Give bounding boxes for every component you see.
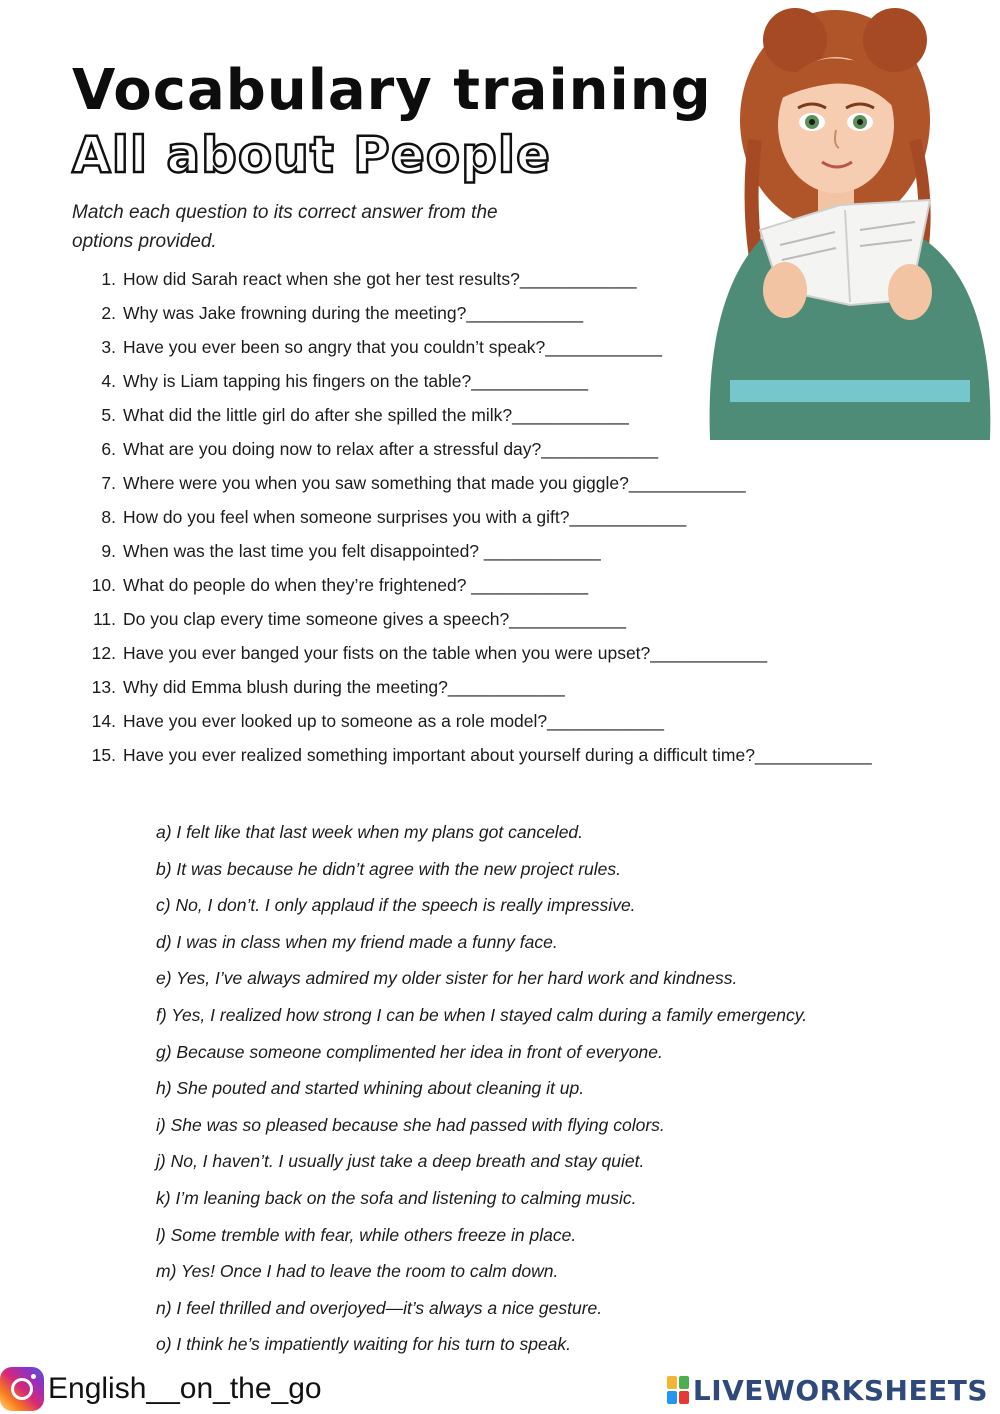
- question-text: Have you ever banged your fists on the table when you were upset?____________: [123, 643, 768, 663]
- answer-option: a) I felt like that last week when my plans got canceled.: [156, 822, 584, 842]
- question-number: 5.: [101, 405, 116, 425]
- answer-list: [156, 814, 807, 1363]
- answer-option: c) No, I don’t. I only applaud if the speech is really impressive.: [156, 895, 636, 916]
- question-number: 2.: [101, 303, 116, 323]
- answer-option: j) No, I haven’t. I usually just take a deep breath and stay quiet.: [156, 1151, 645, 1172]
- footer-instagram[interactable]: [0, 1366, 322, 1412]
- question-number: 13.: [91, 677, 116, 697]
- answer-option: h) She pouted and started whining about cleaning it up.: [156, 1078, 585, 1099]
- question-number: 11.: [92, 609, 116, 629]
- question-text: What did the little girl do after she spilled the milk?____________: [123, 405, 629, 425]
- question-text: What are you doing now to relax after a stressful day?____________: [123, 439, 659, 459]
- question-number: 4.: [101, 371, 116, 391]
- question-text: Have you ever realized something important about yourself during a difficult time?____________: [123, 745, 872, 765]
- footer-brand[interactable]: [667, 1374, 988, 1406]
- instagram-handle: English__on_the_go: [48, 1372, 322, 1405]
- question-number: 14.: [91, 711, 116, 731]
- answer-option: b) It was because he didn’t agree with the new project rules.: [156, 858, 621, 879]
- worksheet-subtitle: All about People: [72, 126, 551, 184]
- answer-option: o) I think he’s impatiently waiting for his turn to speak.: [156, 1334, 572, 1355]
- answer-option: l) Some tremble with fear, while others freeze in place.: [156, 1224, 577, 1245]
- girl-reading-illustration: [700, 0, 1000, 440]
- question-text: What do people do when they’re frightened? ____________: [123, 575, 589, 595]
- question-text: Have you ever looked up to someone as a role model?____________: [123, 711, 664, 731]
- instagram-icon: [0, 1367, 44, 1411]
- question-text: Why did Emma blush during the meeting?____________: [123, 677, 565, 697]
- answer-option: m) Yes! Once I had to leave the room to calm down.: [156, 1261, 559, 1282]
- question-text: How do you feel when someone surprises you with a gift?____________: [123, 507, 687, 527]
- answer-option: g) Because someone complimented her idea in front of everyone.: [156, 1041, 663, 1062]
- liveworksheets-logo-icon: [667, 1376, 689, 1404]
- question-number: 6.: [101, 439, 116, 459]
- question-text: Where were you when you saw something that made you giggle?____________: [123, 473, 746, 493]
- question-number: 8.: [101, 507, 116, 527]
- brand-name: LIVEWORKSHEETS: [692, 1373, 988, 1407]
- question-number: 9.: [101, 541, 116, 561]
- answer-option: f) Yes, I realized how strong I can be when I stayed calm during a family emergency.: [156, 1004, 808, 1025]
- answer-option: d) I was in class when my friend made a funny face.: [156, 931, 558, 952]
- question-text: Have you ever been so angry that you couldn’t speak?____________: [123, 337, 663, 357]
- question-number: 15.: [91, 745, 116, 765]
- answer-option: n) I feel thrilled and overjoyed—it’s always a nice gesture.: [156, 1297, 603, 1318]
- question-number: 12.: [91, 643, 116, 663]
- question-text: When was the last time you felt disappointed? ____________: [123, 541, 601, 561]
- question-text: How did Sarah react when she got her test results?____________: [123, 269, 637, 289]
- question-text: Why is Liam tapping his fingers on the table?____________: [123, 371, 589, 391]
- question-number: 10.: [91, 575, 116, 595]
- question-text: Do you clap every time someone gives a speech?____________: [123, 609, 626, 629]
- answer-option: e) Yes, I’ve always admired my older sister for her hard work and kindness.: [156, 968, 738, 989]
- instructions: Match each question to its correct answer from the options provided.: [72, 202, 498, 252]
- question-number: 1.: [101, 269, 116, 289]
- answer-option: k) I’m leaning back on the sofa and listening to calming music.: [156, 1187, 637, 1208]
- question-number: 7.: [101, 473, 116, 493]
- answer-option: i) She was so pleased because she had passed with flying colors.: [156, 1114, 665, 1135]
- question-number: 3.: [101, 337, 116, 357]
- worksheet-title: Vocabulary training: [72, 58, 712, 123]
- question-text: Why was Jake frowning during the meeting?____________: [123, 303, 584, 323]
